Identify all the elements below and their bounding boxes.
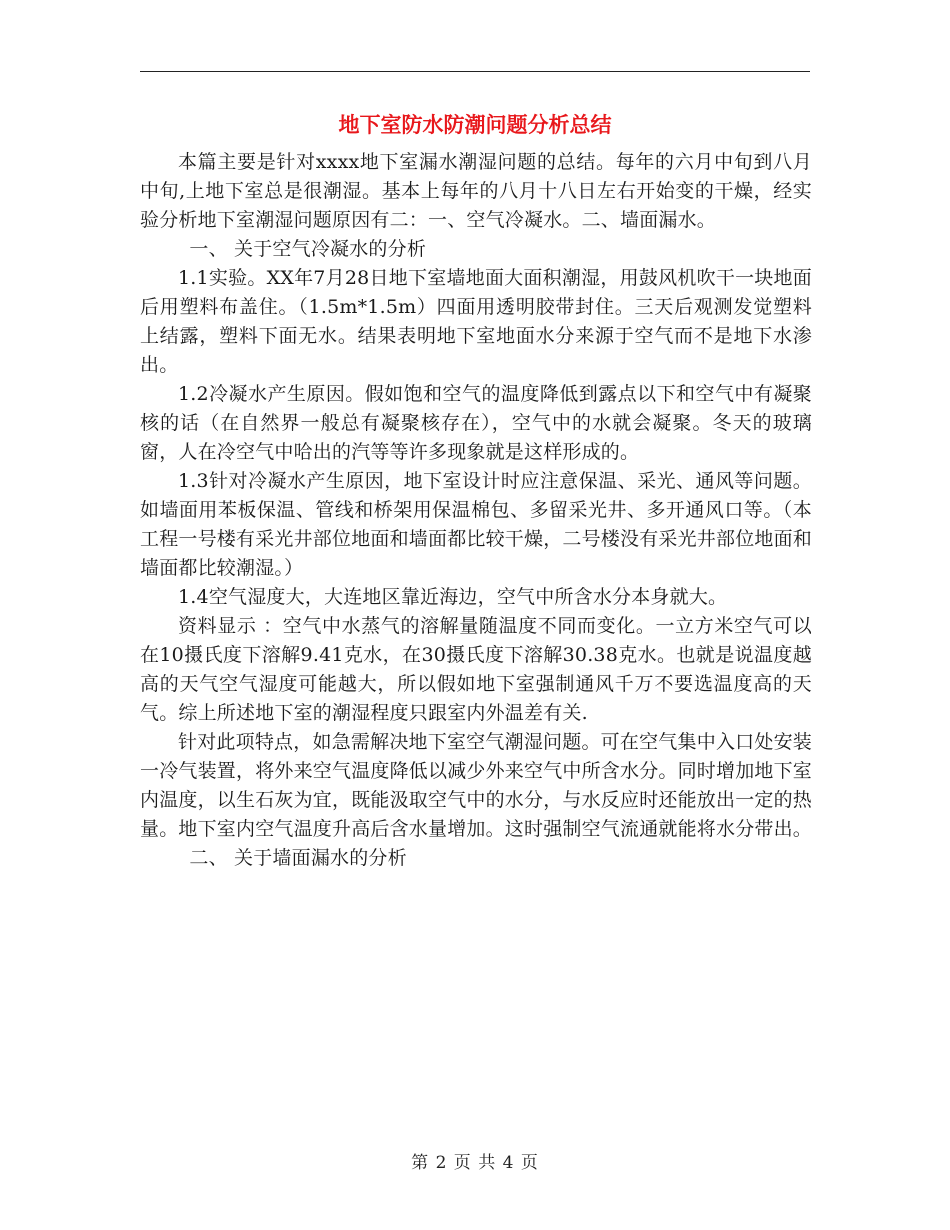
paragraph-1-4: 1.4空气湿度大，大连地区靠近海边，空气中所含水分本身就大。: [178, 586, 728, 608]
paragraph-solution: 针对此项特点，如急需解决地下室空气潮湿问题。可在空气集中入口处安装一冷气装置，将外来空气温度降低以减少外来空气中所含水分。同时增加地下室内温度，以生石灰为宜，既能汲取空气中的水分，与水反应时还能放出一定的热量。地下室内空气温度升高后含水量增加。这时强制空气流通就能将水分带出。: [140, 731, 813, 840]
document-title: 地下室防水防潮问题分析总结: [338, 113, 612, 137]
paragraph-data-note: 资料显示 ：空气中水蒸气的溶解量随温度不同而变化。一立方米空气可以在10摄氏度下溶解9.41克水，在30摄氏度下溶解30.38克水。也就是说温度越高的天气空气湿度可能越大，所以假如地下室强制通风千万不要选温度高的天气。综上所述地下室的潮湿程度只跟室内外温差有关.: [140, 615, 812, 724]
section-heading-condensation: 一、 关于空气冷凝水的分析: [189, 238, 427, 260]
document-body: [140, 148, 812, 873]
page-number-footer: 第 2 页 共 4 页: [411, 1153, 539, 1173]
header-rule: [140, 71, 810, 72]
section-heading-wall-leak: 二、 关于墙面漏水的分析: [189, 847, 407, 869]
paragraph-1-3: 1.3针对冷凝水产生原因，地下室设计时应注意保温、采光、通风等问题。如墙面用苯板保温、管线和桥架用保温棉包、多留采光井、多开通风口等。（本工程一号楼有采光井部位地面和墙面都比较干燥，二号楼没有采光井部位地面和墙面都比较潮湿。）: [140, 470, 813, 579]
paragraph-intro: 本篇主要是针对xxxx地下室漏水潮湿问题的总结。每年的六月中旬到八月中旬,上地下室总是很潮湿。基本上每年的八月十八日左右开始变的干燥，经实验分析地下室潮湿问题原因有二：一、空气冷凝水。二、墙面漏水。: [140, 151, 812, 231]
paragraph-1-1: 1.1实验。XX年7月28日地下室墙地面大面积潮湿，用鼓风机吹干一块地面后用塑料布盖住。（1.5m*1.5m）四面用透明胶带封住。三天后观测发觉塑料上结露，塑料下面无水。结果表明地下室地面水分来源于空气而不是地下水渗出。: [140, 267, 812, 376]
paragraph-1-2: 1.2冷凝水产生原因。假如饱和空气的温度降低到露点以下和空气中有凝聚核的话（在自然界一般总有凝聚核存在），空气中的水就会凝聚。冬天的玻璃窗，人在冷空气中哈出的汽等等许多现象就是这样形成的。: [140, 383, 812, 463]
